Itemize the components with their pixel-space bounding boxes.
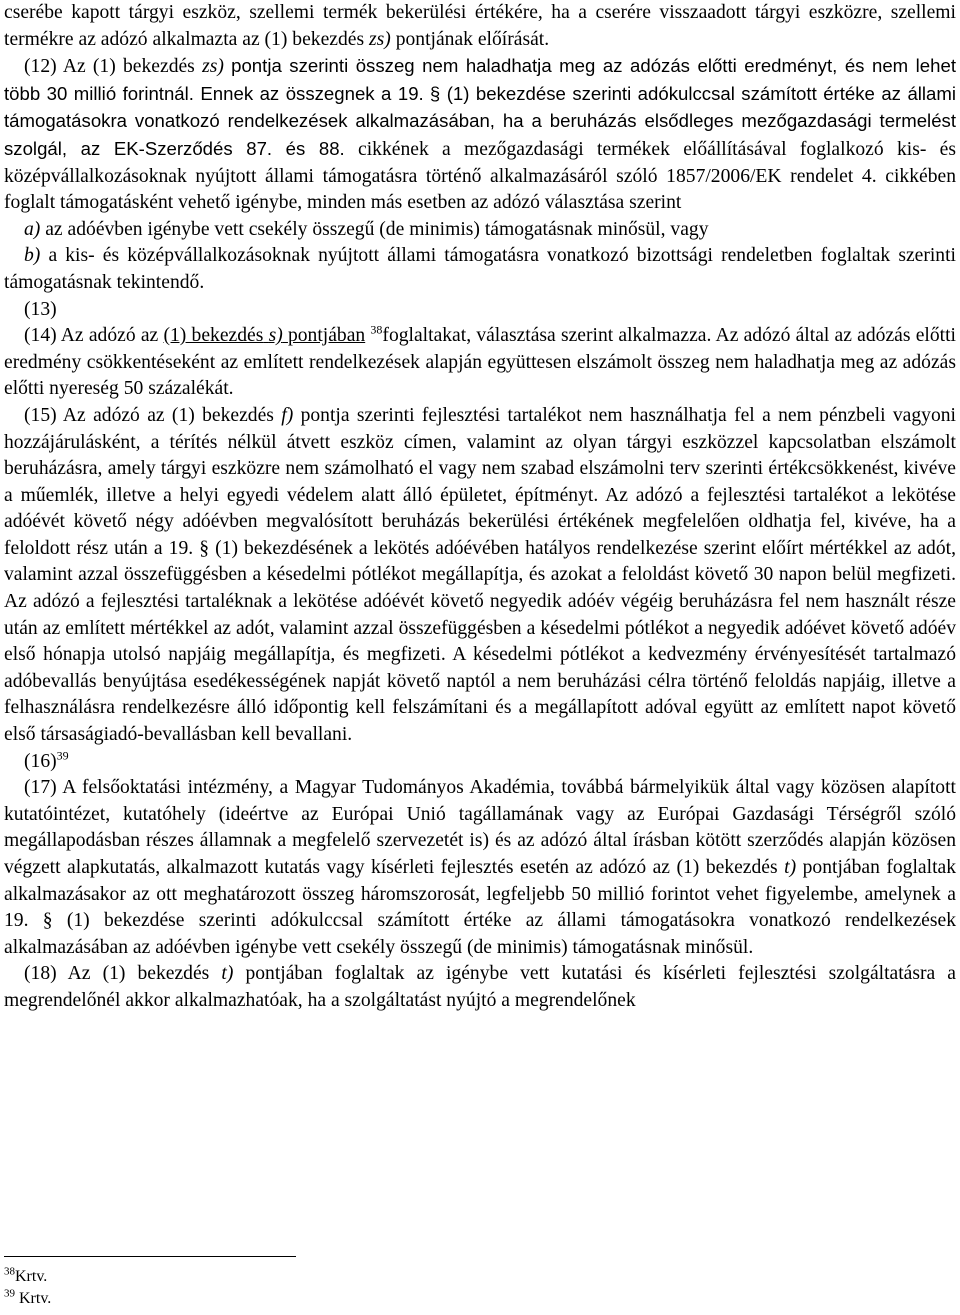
paragraph-17: (17) A felsőoktatási intézmény, a Magyar Tudományos Akadémia, továbbá bármelyikük által vagy közösen alapított kutatóintézet, kutatóhely (ideértve az Európai Unió tagállamának vagy az Európai Gazdasági Térségről szóló megállapodásban részes államnak a megfelelő szervezetét is) és az adózó által írásban kötött szerződés alapján közösen végzett alapkutatás, alkalmazott kutatás vagy kísérleti fejlesztés esetén az adózó az (1) bekezdés t) pontjában foglaltak alkalmazásakor az ott meghatározott összeg háromszorosát, legfeljebb 50 millió forintot vehet figyelembe, amelynek a 19. § (1) bekezdése szerinti adókulccsal számított értéke az állami támogatásokra vonatkozó rendelkezések alkalmazásában az adóévben igénybe vett csekély összegű (de minimis) támogatásnak minősül. (4, 777, 957, 958)
paragraph-14: (14) Az adózó az (1) bekezdés s) pontjában $^{38}$foglaltakat, választása szerint alkalmazza. Az adózó által az adózás előtti eredmény csökkentéseként az említett rendelkezések alapján együttesen elszámolt összeg nem haladhatja meg az adózás előtti nyereség 50 százalékát. (4, 322, 956, 400)
footnote-ref-39: 39 (56, 748, 69, 763)
paragraph-15: (15) Az adózó az (1) bekezdés f) pontja szerinti fejlesztési tartalékot nem használhatja fel a nem pénzbeli vagyoni hozzájárulásként, a térítés nélkül átvett eszköz címen, valamint az olyan tárgyi eszközzel kapcsolatban elszámolt beruházásra, amely tárgyi eszközre nem számolható el vagy nem szabad elszámolni terv szerinti értékcsökkenést, kivéve a műemlék, illetve a helyi egyedi védelem alatt álló épületet, építményt. Az adózó a fejlesztési tartalékot a lekötése adóévét követő négy adóévben megvalósított beruházás bekerülési értékének megfelelően oldhatja fel, kivéve, ha a feloldott rész után a 19. § (1) bekezdésének a lekötés adóévében hatályos rendelkezése szerint előírt mértékkel az adót, valamint azzal összefüggésben a késedelmi pótlékot megállapítja, és azokat a feloldást követő 30 napon belül megfizeti. Az adózó a fejlesztési tartaléknak a lekötése adóévét követő negyedik adóév végéig beruházásra fel nem használt része után az említett mértékkel az adót, valamint azzal összefüggésben a késedelmi pótlékot a negyedik adóévet követő adóév első hónapja utolsó napjáig megállapítja, és megfizeti. A késedelmi pótlékot a kedvezmény érvényesítését tartalmazó adóbevallás benyújtása esedékességének napját követő naptól a nem beruházási célra történő feloldás napjáig, illetve a felhasználásra rendelkezésre álló időpontig kell felszámítani és a megállapított adóval együtt az említett napot követő első társaságiadó-bevallásban kell bevallani. (4, 404, 957, 746)
reference-link: (1) bekezdés s) pontjában (163, 325, 366, 347)
footnote-divider (4, 1256, 296, 1257)
paragraph-12-a: a) az adóévben igénybe vett csekély összegű (de minimis) támogatásnak minősül, vagy (24, 218, 709, 240)
footnote-38: $^{38}$Krtv. (4, 1265, 48, 1285)
footnote-39: $^{39}$ Krtv. (4, 1287, 52, 1307)
paragraph-12: (12) Az (1) bekezdés zs) pontja szerinti összeg nem haladhatja meg az adózás előtti eredményt, és nem lehet több 30 millió forintnál. Ennek az összegnek a 19. § (1) bekezdése szerinti adókulccsal számított értéke az állami támogatásokra vonatkozó rendelkezések alkalmazásában, ha a beruházás elsődleges mezőgazdasági termelést szolgál, az EK-Szerződés 87. és 88. cikkének a mezőgazdasági termékek előállításával foglalkozó kis- és középvállalkozásoknak nyújtott állami támogatásra történő alkalmazásáról szóló 1857/2006/EK rendelet 4. cikkében foglalt támogatásként vehető igénybe, minden más esetben az adózó választása szerint (4, 55, 957, 214)
paragraph-continuation: cserébe kapott tárgyi eszköz, szellemi termék bekerülési értékére, ha a cserére visszaadott tárgyi eszközre, szellemi termékre az adózó alkalmazta az (1) bekezdés zs) pontjának előírását. (4, 2, 956, 50)
footnote-ref-38: 38 (370, 322, 383, 337)
paragraph-12-b: b) a kis- és középvállalkozásoknak nyújtott állami támogatásra vonatkozó bizottsági rendeletben foglaltak szerinti támogatásnak tekintendő. (4, 245, 956, 293)
paragraph-13: (13) (24, 298, 57, 320)
paragraph-16: $(16)^{39}$ (24, 748, 69, 772)
footnotes (4, 1266, 51, 1310)
document-page (4, 0, 956, 1015)
paragraph-18: (18) Az (1) bekezdés t) pontjában foglaltak az igénybe vett kutatási és kísérleti fejlesztési szolgáltatásra a megrendelőnél akkor alkalmazhatóak, ha a szolgáltatást nyújtó a megrendelőnek (4, 963, 956, 1011)
